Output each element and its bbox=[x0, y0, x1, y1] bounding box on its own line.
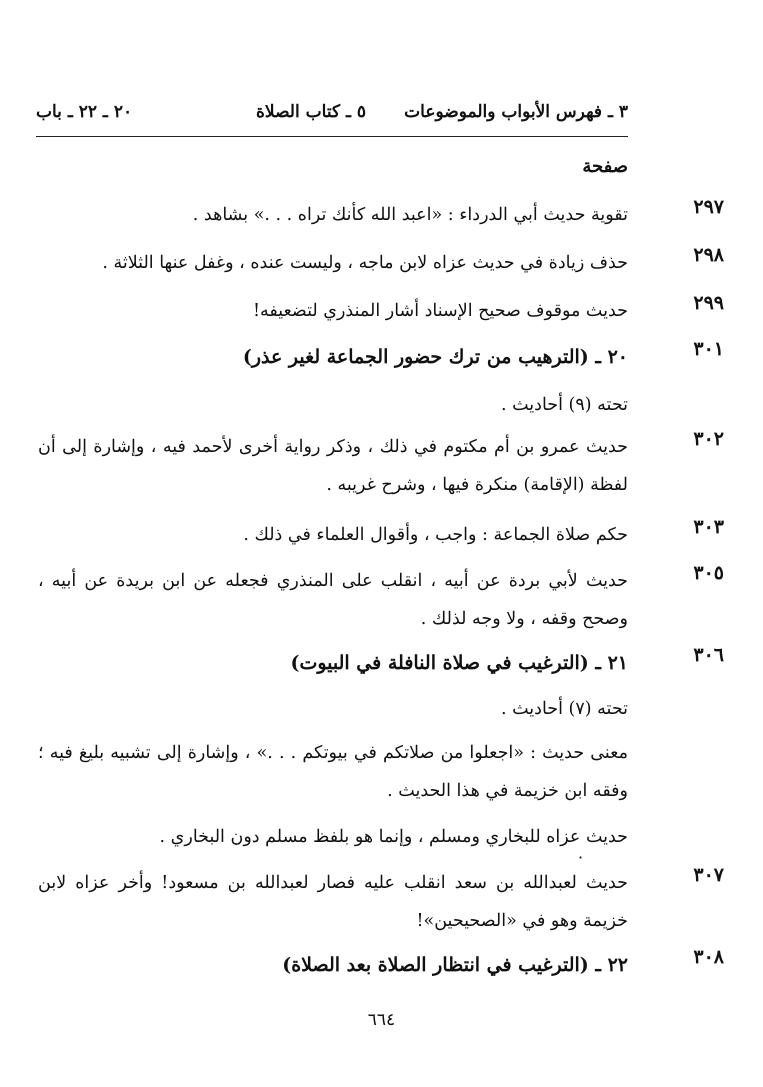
index-entry bbox=[38, 428, 724, 504]
entry-page-number: ٣٠٣ bbox=[693, 516, 724, 538]
entry-text: حديث عزاه للبخاري ومسلم ، وإنما هو بلفظ مسلم دون البخاري . bbox=[159, 827, 628, 847]
entry-page-number: ٢٩٩ bbox=[693, 292, 724, 314]
entry-text: تحته (٩) أحاديث . bbox=[500, 395, 628, 415]
entry-text: تحته (٧) أحاديث . bbox=[500, 699, 628, 719]
index-entry bbox=[38, 864, 724, 940]
entry-page-number: ٢٩٧ bbox=[693, 196, 724, 218]
entry-page-number: ٣٠٧ bbox=[693, 864, 724, 886]
chapter-heading: ٢٠ ـ (الترهيب من ترك حضور الجماعة لغير عذر) bbox=[242, 346, 628, 368]
entry-text: حكم صلاة الجماعة : واجب ، وأقوال العلماء في ذلك . bbox=[243, 525, 628, 545]
entry-page-number: ٣٠٦ bbox=[693, 644, 724, 666]
page-column-label: صفحة bbox=[582, 156, 628, 177]
chapter-heading-entry bbox=[38, 946, 724, 984]
entry-page-number: ٢٩٨ bbox=[693, 244, 724, 266]
entry-text: حذف زيادة في حديث عزاه لابن ماجه ، وليست عنده ، وغفل عنها الثلاثة . bbox=[102, 253, 628, 273]
page-number-footer: ٦٦٤ bbox=[367, 1010, 396, 1030]
entry-text: حديث عمرو بن أم مكتوم في ذلك ، وذكر رواية أخرى لأحمد فيه ، وإشارة إلى أن لفظة (الإقامة) منكرة فيها ، وشرح غريبه . bbox=[38, 437, 628, 495]
entry-text: حديث لعبدالله بن سعد انقلب عليه فصار لعبدالله بن مسعود! وأخر عزاه لابن خزيمة وهو في «الصحيحين»! bbox=[38, 873, 628, 931]
index-entry bbox=[38, 690, 628, 728]
chapter-heading-entry bbox=[38, 644, 724, 682]
index-entry bbox=[38, 818, 628, 856]
chapter-heading-entry bbox=[38, 338, 724, 376]
header-book-title: ٥ ـ كتاب الصلاة bbox=[256, 102, 366, 122]
index-entry bbox=[38, 734, 628, 810]
chapter-heading: ٢١ ـ (الترغيب في صلاة النافلة في البيوت) bbox=[290, 652, 628, 674]
margin-mark: · bbox=[578, 848, 584, 867]
header-chapter-range: ٢٠ ـ ٢٢ ـ باب bbox=[36, 102, 133, 122]
index-entry bbox=[38, 244, 724, 282]
entry-page-number: ٣٠٥ bbox=[693, 562, 724, 584]
header-rule bbox=[36, 136, 628, 137]
running-header bbox=[36, 102, 628, 132]
entry-page-number: ٣٠٨ bbox=[693, 946, 724, 968]
index-entry bbox=[38, 562, 724, 638]
chapter-heading: ٢٢ ـ (الترغيب في انتظار الصلاة بعد الصلاة) bbox=[282, 954, 628, 976]
header-index-title: ٣ ـ فهرس الأبواب والموضوعات bbox=[404, 102, 628, 122]
entry-text: معنى حديث : «اجعلوا من صلاتكم في بيوتكم . . .» ، وإشارة إلى تشبيه بليغ فيه ؛ وفقه ابن خزيمة في هذا الحديث . bbox=[38, 743, 628, 801]
entry-text: تقوية حديث أبي الدرداء : «اعبد الله كأنك تراه . . .» بشاهد . bbox=[192, 205, 628, 225]
index-entry bbox=[38, 516, 724, 554]
entry-page-number: ٣٠٢ bbox=[693, 428, 724, 450]
index-entry bbox=[38, 386, 628, 424]
index-entry bbox=[38, 292, 724, 330]
entry-page-number: ٣٠١ bbox=[693, 338, 724, 360]
entry-text: حديث لأبي بردة عن أبيه ، انقلب على المنذري فجعله عن ابن بريدة عن أبيه ، وصحح وقفه ، ولا وجه لذلك . bbox=[38, 571, 628, 629]
entry-text: حديث موقوف صحيح الإسناد أشار المنذري لتضعيفه! bbox=[252, 301, 628, 321]
index-entry bbox=[38, 196, 724, 234]
